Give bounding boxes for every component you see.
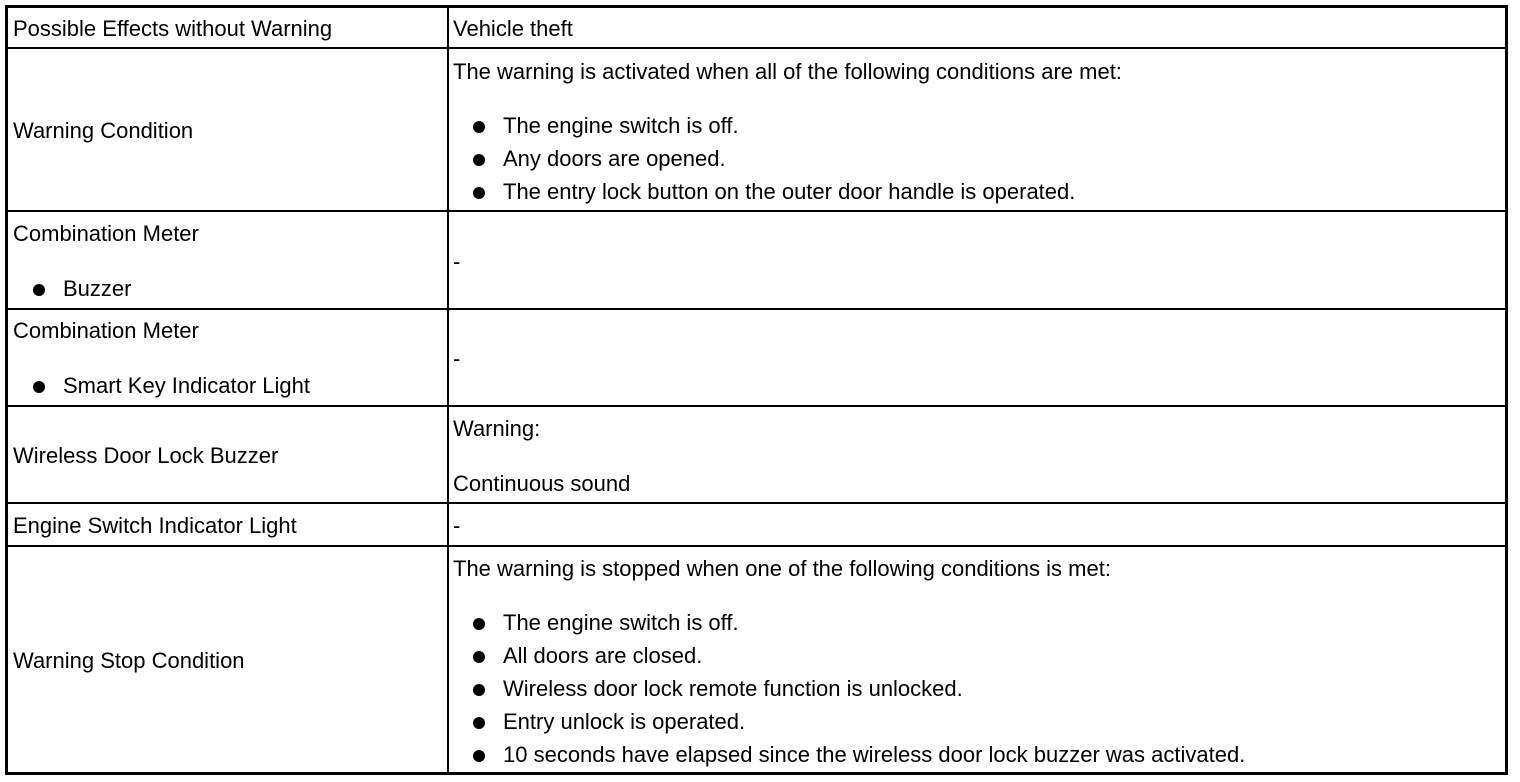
row-sub-item: Smart Key Indicator Light [63, 373, 311, 398]
condition-intro: The warning is activated when all of the following conditions are met: [453, 59, 1122, 84]
bullet-icon [473, 187, 485, 199]
condition-intro: The warning is stopped when one of the following conditions is met: [453, 556, 1111, 581]
row-divider [8, 308, 1505, 310]
condition-item: The engine switch is off. [503, 113, 739, 138]
condition-item: The entry lock button on the outer door handle is operated. [503, 179, 1076, 204]
condition-item: The engine switch is off. [503, 610, 739, 635]
row-divider [8, 47, 1505, 49]
row-divider [8, 210, 1505, 212]
bullet-icon [473, 121, 485, 133]
column-divider [447, 8, 449, 772]
row-divider [8, 502, 1505, 504]
bullet-icon [33, 381, 45, 393]
row-label: Possible Effects without Warning [13, 16, 333, 41]
bullet-icon [473, 651, 485, 663]
bullet-icon [473, 684, 485, 696]
row-value: Vehicle theft [453, 16, 573, 41]
row-label: Wireless Door Lock Buzzer [13, 443, 279, 468]
row-value: - [453, 346, 461, 371]
bullet-icon [473, 618, 485, 630]
row-label: Warning Condition [13, 118, 194, 143]
bullet-icon [473, 154, 485, 166]
row-value: - [453, 513, 461, 538]
row-value-line: Continuous sound [453, 471, 631, 496]
row-label: Combination Meter [13, 221, 199, 246]
condition-item: Entry unlock is operated. [503, 709, 746, 734]
row-divider [8, 545, 1505, 547]
condition-item: Any doors are opened. [503, 146, 726, 171]
row-value-line: Warning: [453, 416, 541, 441]
row-label: Combination Meter [13, 318, 199, 343]
warning-table [5, 5, 1508, 775]
row-label: Warning Stop Condition [13, 648, 245, 673]
bullet-icon [473, 750, 485, 762]
condition-item: Wireless door lock remote function is unlocked. [503, 676, 963, 701]
row-label: Engine Switch Indicator Light [13, 513, 297, 538]
condition-item: 10 seconds have elapsed since the wireless door lock buzzer was activated. [503, 742, 1246, 767]
condition-item: All doors are closed. [503, 643, 703, 668]
row-value: - [453, 249, 461, 274]
bullet-icon [473, 717, 485, 729]
row-sub-item: Buzzer [63, 276, 132, 301]
row-divider [8, 405, 1505, 407]
bullet-icon [33, 284, 45, 296]
